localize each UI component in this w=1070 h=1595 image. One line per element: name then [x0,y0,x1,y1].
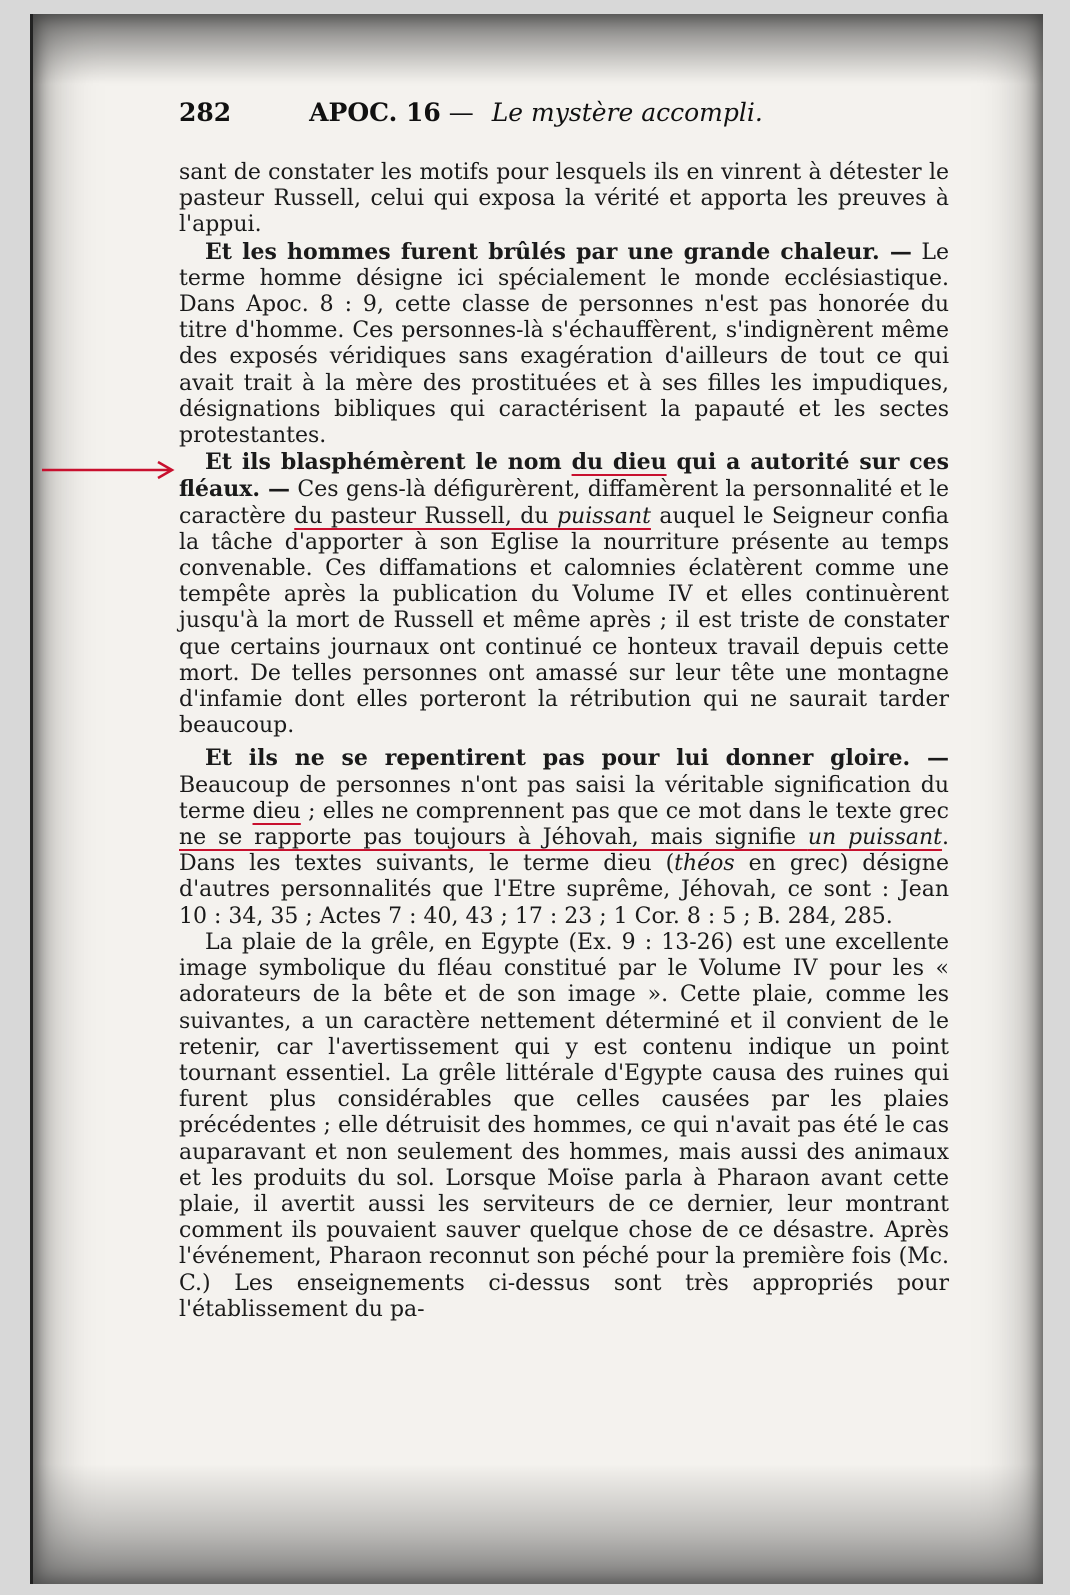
paragraph-5: La plaie de la grêle, en Egypte (Ex. 9 : 13-26) est une excellente image symbolique du fléau constitué par le Volume IV pour les « adorateurs de la bête et de son image ». Cette plaie, comme les suivantes, a un caractère nettement déterminé et il convient de le retenir, car l'avertissement qui y est contenu indique un point tournant essentiel. La grêle littérale d'Egypte causa des ruines qui furent plus considérables que celles causées par les plaies précédentes ; elle détruisit des hommes, ce qui n'avait pas été le cas auparavant et non seulement des hommes, mais aussi des animaux et les produits du sol. Lorsque Moïse parla à Pharaon avant cette plaie, il avertit aussi les serviteurs de ce dernier, leur montrant comment ils pouvaient sauver quelque chose de ce désastre. Après l'événement, Pharaon reconnut son péché pour la première fois (Mc. C.) Les enseignements ci-dessus sont très appropriés pour l'établissement du pa- [179,929,949,1322]
underlined-phrase: ne se rapporte pas toujours à Jéhovah, mais signifie [179,825,808,851]
book-page [30,14,1043,1584]
commentary: en grec) désigne d'autres personnalités que l'Etre suprême, Jéhovah, ce sont : Jean 10 : 34, 35 ; Actes 7 : 40, 43 ; 17 : 23 ; 1 Cor. 8 : 5 ; B. 284, 285. [179,851,949,929]
underlined-italic: un puissant [807,825,942,851]
commentary: Beaucoup de personnes n'ont pas saisi la véritable signification du terme [179,772,949,824]
paragraph-4 [179,745,949,929]
page-number: 282 [179,98,232,127]
verse-heading: Et les hommes furent brûlés par une grande chaleur. — [205,238,912,265]
body-text [179,160,949,1323]
commentary: ; elles ne comprennent pas que ce mot dans le texte grec [300,798,949,824]
paragraph-1: sant de constater les motifs pour lesquels ils en vinrent à détester le pasteur Russell, celui qui exposa la vérité et apporta les preuves à l'appui. [179,160,949,238]
italic-word: théos [674,851,735,877]
underlined-word: dieu [252,798,301,824]
chapter-title: Le mystère accompli. [491,98,763,127]
verse-heading-part: qui a autorité sur ces fléaux. — [179,449,949,503]
commentary: Ces gens-là défigurèrent, diffamèrent la personnalité et le caractère [179,477,949,529]
verse-heading-part: Et ils blasphémèrent le nom [205,449,572,476]
commentary: . Dans les textes suivants, le terme dieu ( [179,825,949,877]
underlined-phrase: du pasteur Russell, du [294,503,557,529]
commentary: auquel le Seigneur confia la tâche d'apporter à son Eglise la nourriture présente au temps convenable. Ces diffamations et calomnies éclatèrent comme une tempête après la publication du Volume IV et elles continuèrent jusqu'à la mort de Russell et même après ; il est triste de constater que certains journaux ont continué ce honteux travail depuis cette mort. De telles personnes ont amassé sur leur tête une montagne d'infamie dont elles porteront la rétribution qui ne saurait tarder beaucoup. [179,503,949,739]
page-header [179,98,869,127]
underlined-italic: puissant [556,503,651,529]
underlined-phrase: du dieu [571,449,667,476]
running-head: APOC. 16 [309,98,441,127]
commentary: Le terme homme désigne ici spécialement le monde ecclésiastique. Dans Apoc. 8 : 9, cette classe de personnes n'est pas honorée du titre d'homme. Ces personnes-là s'échauffèrent, s'indignèrent même des exposés véridiques sans exagération d'ailleurs de tout ce qui avait trait à la mère des prostituées et à ses filles les impudiques, désignations bibliques qui caractérisent la papauté et les sectes protestantes. [179,239,949,449]
header-dash: — [448,98,474,127]
verse-heading: Et ils ne se repentirent pas pour lui donner gloire. — [205,745,949,772]
paragraph-3 [179,449,949,739]
red-arrow-annotation [42,460,182,480]
paragraph-2 [179,239,949,450]
